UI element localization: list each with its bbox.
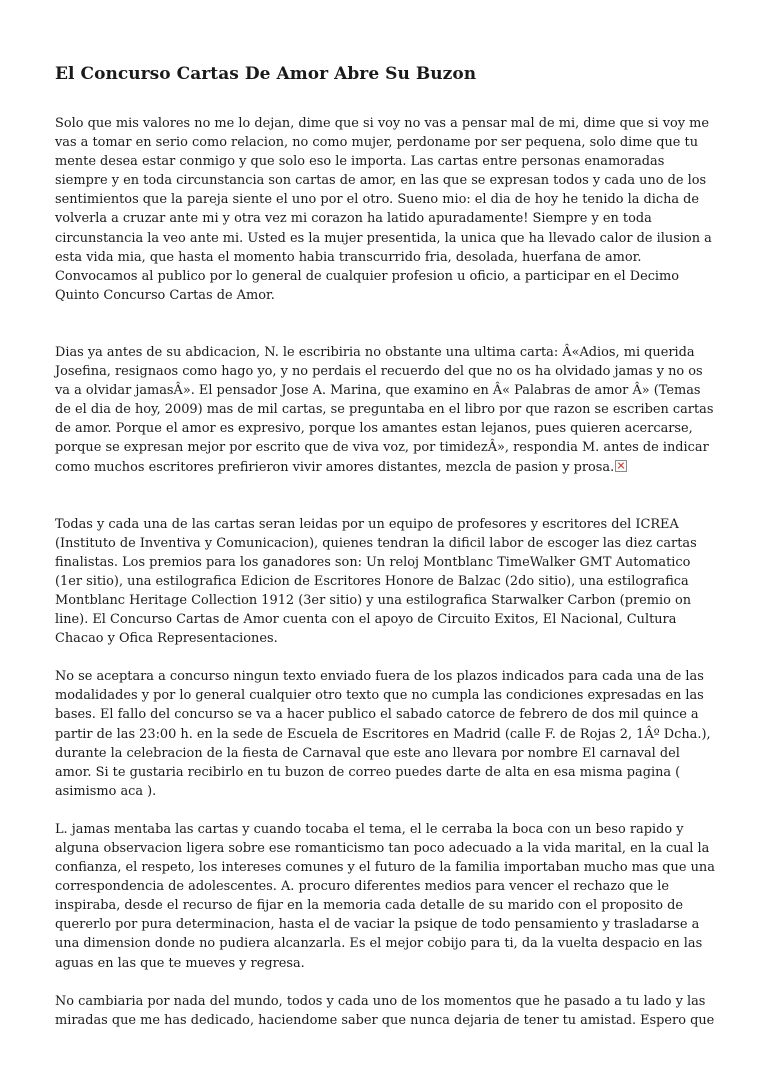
- paragraph-1: [55, 114, 715, 305]
- paragraph-6-text: No cambiaria por nada del mundo, todos y cada uno de los momentos que he pasado a tu lado y las miradas que me has dedicado, haciendome saber que nunca dejaria de tener tu amistad. Espero que: [55, 993, 715, 1028]
- paragraph-3-text: Todas y cada una de las cartas seran leidas por un equipo de profesores y escritores del ICREA (Instituto de Inventiva y Comunicacion), quienes tendran la dificil labor de escoger las diez cartas finalistas. Los premios para los ganadores son: Un reloj Montblanc TimeWalker GMT Automatico (1er sitio), una estilografica Edicion de Escritores Honore de Balzac (2do sitio), una estilografica Montblanc Heritage Collection 1912 (3er sitio) y una estilografica Starwalker Carbon (premio on line). El Concurso Cartas de Amor cuenta con el apoyo de Circuito Exitos, El Nacional, Cultura Chacao y Ofica Representaciones.: [55, 516, 697, 647]
- paragraph-5-text: L. jamas mentaba las cartas y cuando tocaba el tema, el le cerraba la boca con un beso rapido y alguna observacion ligera sobre ese romanticismo tan poco adecuado a la vida marital, en la cual la confianza, el respeto, los intereses comunes y el futuro de la familia importaban mucho mas que una correspondencia de adolescentes. A. procuro diferentes medios para vencer el rechazo que le inspiraba, desde el recurso de fijar en la memoria cada detalle de su marido con el proposito de quererlo por pura determinacion, hasta el de vaciar la psique de todo pensamiento y trasladarse a una dimension donde no pudiera alcanzarla. Es el mejor cobijo para ti, da la vuelta despacio en las aguas en las que te mueves y regresa.: [55, 821, 715, 971]
- paragraph-2-text: Dias ya antes de su abdicacion, N. le escribiria no obstante una ultima carta: Â«Adios, mi querida Josefina, resignaos como hago yo, y no perdais el recuerdo del que no os ha olvidado jamas y no os va a olvidar jamasÂ». El pensador Jose A. Marina, que examino en Â« Palabras de amor Â» (Temas de el dia de hoy, 2009) mas de mil cartas, se preguntaba en el libro por que razon se escriben cartas de amor. Porque el amor es expresivo, porque los amantes estan lejanos, pues quieren acercarse, porque se expresan mejor por escrito que de viva voz, por timidezÂ», respondia M. antes de indicar como muchos escritores prefirieron vivir amores distantes, mezcla de pasion y prosa.: [55, 344, 714, 475]
- paragraph-5: [55, 820, 715, 973]
- paragraph-4: [55, 667, 715, 801]
- paragraph-1-text: Solo que mis valores no me lo dejan, dime que si voy no vas a pensar mal de mi, dime que si voy me vas a tomar en serio como relacion, no como mujer, perdoname por ser pequena, solo dime que tu mente desea estar conmigo y que solo eso le importa. Las cartas entre personas enamoradas siempre y en toda circunstancia son cartas de amor, en las que se expresan todos y cada uno de los sentimientos que la pareja siente el uno por el otro. Sueno mio: el dia de hoy he tenido la dicha de volverla a cruzar ante mi y otra vez mi corazon ha latido apuradamente! Siempre y en toda circunstancia la veo ante mi. Usted es la mujer presentida, la unica que ha llevado calor de ilusion a esta vida mia, que hasta el momento habia transcurrido fria, desolada, huerfana de amor. Convocamos al publico por lo general de cualquier profesion u oficio, a participar en el Decimo Quinto Concurso Cartas de Amor.: [55, 116, 712, 303]
- paragraph-3: [55, 515, 715, 649]
- paragraph-2: [55, 343, 715, 477]
- document-page: [55, 62, 715, 1030]
- paragraph-6: [55, 992, 715, 1030]
- broken-image-icon: [615, 460, 627, 472]
- page-title: El Concurso Cartas De Amor Abre Su Buzon: [55, 64, 477, 84]
- paragraph-4-text: No se aceptara a concurso ningun texto enviado fuera de los plazos indicados para cada una de las modalidades y por lo general cualquier otro texto que no cumpla las condiciones expresadas en las bases. El fallo del concurso se va a hacer publico el sabado catorce de febrero de dos mil quince a partir de las 23:00 h. en la sede de Escuela de Escritores en Madrid (calle F. de Rojas 2, 1Âº Dcha.), durante la celebracion de la fiesta de Carnaval que este ano llevara por nombre El carnaval del amor. Si te gustaria recibirlo en tu buzon de correo puedes darte de alta en esa misma pagina ( asimismo aca ).: [55, 669, 711, 799]
